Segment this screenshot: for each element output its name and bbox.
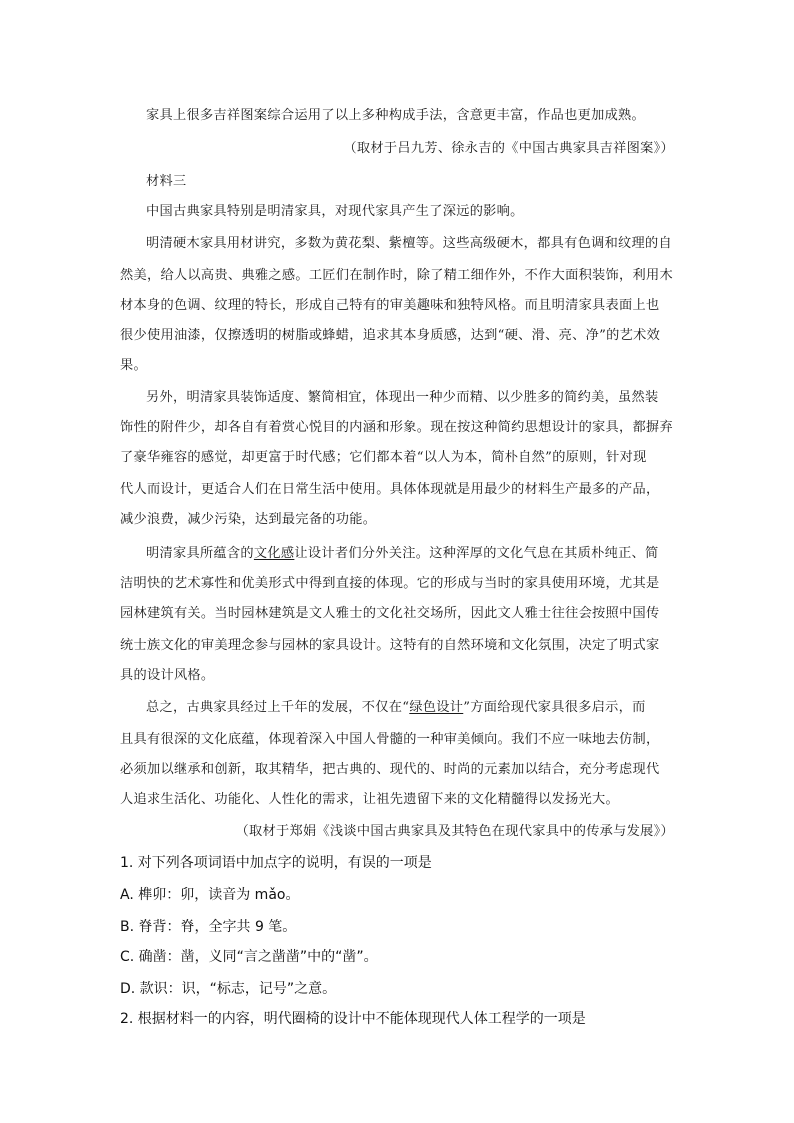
passage-line: 园林建筑有关。当时园林建筑是文人雅士的文化社交场所，因此文人雅士往往会按照中国传 xyxy=(120,606,660,621)
passage-line: 统士族文化的审美理念参与园林的家具设计。这特有的自然环境和文化氛围，决定了明式家 xyxy=(120,638,660,653)
passage-line: 果。 xyxy=(120,358,147,373)
passage-line xyxy=(146,696,646,715)
passage-line: 中国古典家具特别是明清家具，对现代家具产生了深远的影响。 xyxy=(146,204,524,219)
passage-line: 必须加以继承和创新，取其精华，把古典的、现代的、时尚的元素加以结合，充分考虑现代 xyxy=(120,762,660,777)
source-citation: （取材于吕九芳、徐永吉的《中国古典家具吉祥图案》） xyxy=(343,141,674,156)
passage-text: 让设计者们分外关注。这种浑厚的文化气息在其质朴纯正、简 xyxy=(294,546,659,561)
question-1-option-b: B. 脊背：脊，全字共 9 笔。 xyxy=(120,919,297,935)
passage-line: 明清硬木家具用材讲究，多数为黄花梨、紫檀等。这些高级硬木，都具有色调和纹理的自 xyxy=(146,236,673,251)
passage-line: 且具有很深的文化底蕴，体现着深入中国人骨髓的一种审美倾向。我们不应一味地去仿制， xyxy=(120,732,660,747)
passage-line: 了豪华雍容的感觉，却更富于时代感；它们都本着“以人为本，简朴自然”的原则，针对现 xyxy=(120,450,647,465)
passage-line: 代人而设计，更适合人们在日常生活中使用。具体体现就是用最少的材料生产最多的产品， xyxy=(120,482,660,497)
passage-line: 另外，明清家具装饰适度、繁简相宜，体现出一种少而精、以少胜多的简约美，虽然装 xyxy=(146,390,659,405)
passage-line: 饰性的附件少，却各自有着赏心悦目的内涵和形象。现在按这种简约思想设计的家具，都摒弃 xyxy=(120,420,673,435)
underlined-term: 绿色设计 xyxy=(409,700,464,715)
passage-text: 总之，古典家具经过上千年的发展，不仅在“ xyxy=(146,700,410,715)
passage-line: 家具上很多吉祥图案综合运用了以上多种构成手法，含意更丰富，作品也更加成熟。 xyxy=(146,108,646,123)
passage-line: 洁明快的艺术寡性和优美形式中得到直接的体现。它的形成与当时的家具使用环境，尤其是 xyxy=(120,576,660,591)
passage-line: 材本身的色调、纹理的特长，形成自己特有的审美趣味和独特风格。而且明清家具表面上也 xyxy=(120,298,660,313)
passage-line: 减少浪费，减少污染，达到最完备的功能。 xyxy=(120,512,377,527)
passage-text: ”方面给现代家具很多启示，而 xyxy=(463,700,646,715)
underlined-term: 文化感 xyxy=(253,546,295,561)
question-1-option-c: C. 确凿：凿，义同“言之凿凿”中的“凿”。 xyxy=(120,949,378,965)
passage-line: 然美，给人以高贵、典雅之感。工匠们在制作时，除了精工细作外，不作大面积装饰，利用木 xyxy=(120,268,673,283)
passage-line: 很少使用油漆，仅擦透明的树脂或蜂蜡，追求其本身质感，达到“硬、滑、亮、净”的艺术效 xyxy=(120,328,661,343)
source-citation: （取材于郑娟《浅谈中国古典家具及其特色在现代家具中的传承与发展》） xyxy=(235,824,674,839)
question-1-stem: 1. 对下列各项词语中加点字的说明，有误的一项是 xyxy=(120,855,432,871)
passage-line: 人追求生活化、功能化、人性化的需求，让祖先遗留下来的文化精髓得以发扬光大。 xyxy=(120,792,620,807)
question-1-option-a: A. 榫卯：卯，读音为 mǎo。 xyxy=(120,887,300,903)
question-1-option-d: D. 款识：识，“标志，记号”之意。 xyxy=(120,981,337,997)
passage-line xyxy=(146,542,659,561)
passage-line: 具的设计风格。 xyxy=(120,668,215,683)
question-2-stem: 2. 根据材料一的内容，明代圈椅的设计中不能体现现代人体工程学的一项是 xyxy=(120,1011,586,1027)
section-heading: 材料三 xyxy=(146,174,187,189)
passage-text: 明清家具所蕴含的 xyxy=(146,546,254,561)
